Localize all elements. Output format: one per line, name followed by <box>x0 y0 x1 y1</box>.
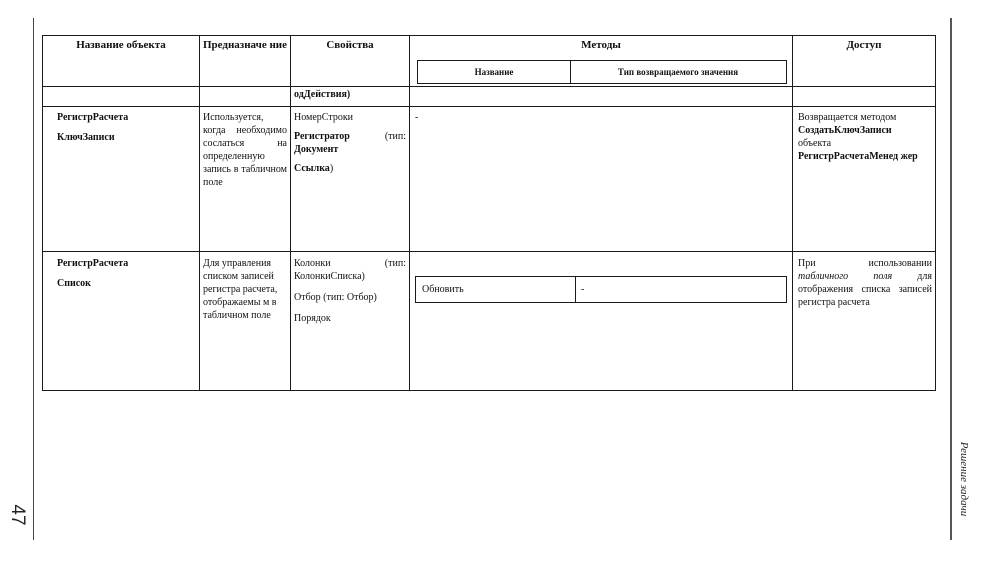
row1-prop2-rest: (тип: <box>384 131 406 142</box>
row2-prop3: Порядок <box>294 313 331 324</box>
row2-methods-separator <box>575 277 576 302</box>
row1-name-line1: РегистрРасчета <box>57 112 129 123</box>
row2-method-name: Обновить <box>422 284 464 295</box>
row2-name <box>57 257 197 290</box>
objects-table <box>42 35 936 391</box>
row1-access-line3: объекта <box>798 138 832 149</box>
row2-prop1: Колонки (тип: КолонкиСписка) <box>294 258 406 282</box>
running-title: Решение задачи <box>958 441 970 517</box>
row2-access-pre: При использовании <box>798 258 932 269</box>
row1-prop2-bold: Регистратор <box>294 131 350 142</box>
row1-access-line1: Возвращается методом <box>798 112 897 123</box>
row1-prop4-bold: Ссылка <box>294 163 330 174</box>
row1-prop2 <box>294 130 406 143</box>
row1-access-line2: СоздатьКлючЗаписи <box>798 125 892 136</box>
row2-method-type: - <box>581 284 585 295</box>
row2-purpose: Для управления списком записей регистра расчета, отображаемы м в табличном поле <box>203 258 278 321</box>
header-purpose: Предназначе ние <box>202 39 288 51</box>
row1-properties <box>294 111 406 175</box>
row1-prop3: Документ <box>294 144 339 155</box>
row2-methods-box <box>415 276 787 303</box>
row1-name <box>57 111 197 144</box>
page-left-rule <box>33 18 34 540</box>
row1-access-line4: РегистрРасчетаМенед жер <box>798 151 918 162</box>
subheader-return-type: Тип возвращаемого значения <box>617 67 739 77</box>
row2-access-italic: табличного поля <box>798 271 893 282</box>
methods-subheader-box <box>417 60 787 84</box>
col-separator <box>792 35 793 391</box>
col-separator <box>290 35 291 391</box>
row2-access <box>798 257 932 309</box>
col-separator <box>199 35 200 391</box>
row1-name-line2: КлючЗаписи <box>57 132 115 143</box>
row1-prop4-tail: ) <box>329 163 334 174</box>
table-border-bottom <box>42 390 936 391</box>
row1-purpose: Используется, когда необходимо сослаться на определенную запись в табличном поле <box>203 112 287 188</box>
page-number: 47 <box>7 504 28 526</box>
table-border-top <box>42 35 936 36</box>
continuation-text: одДействия) <box>294 89 351 100</box>
header-properties: Свойства <box>326 39 374 51</box>
row1-prop1: НомерСтроки <box>294 112 354 123</box>
table-border-right <box>935 35 936 391</box>
table-border-left <box>42 35 43 391</box>
col-separator <box>409 35 410 391</box>
row-separator <box>42 106 936 107</box>
row1-prop4 <box>294 162 406 175</box>
row2-prop2: Отбор (тип: Отбор) <box>294 292 377 303</box>
row1-method-dash: - <box>415 112 419 123</box>
header-access: Доступ <box>846 39 882 51</box>
header-methods: Методы <box>581 39 621 51</box>
row-separator <box>42 251 936 252</box>
header-name: Название объекта <box>76 39 166 51</box>
row2-access-post: для отображения списка записей регистра расчета <box>798 271 932 308</box>
row2-properties <box>294 257 406 325</box>
row2-name-line1: РегистрРасчета <box>57 258 129 269</box>
row1-access <box>798 111 932 163</box>
row2-name-line2: Список <box>57 278 91 289</box>
header-bottom-line <box>42 86 936 87</box>
subheader-method-name: Название <box>474 67 514 77</box>
